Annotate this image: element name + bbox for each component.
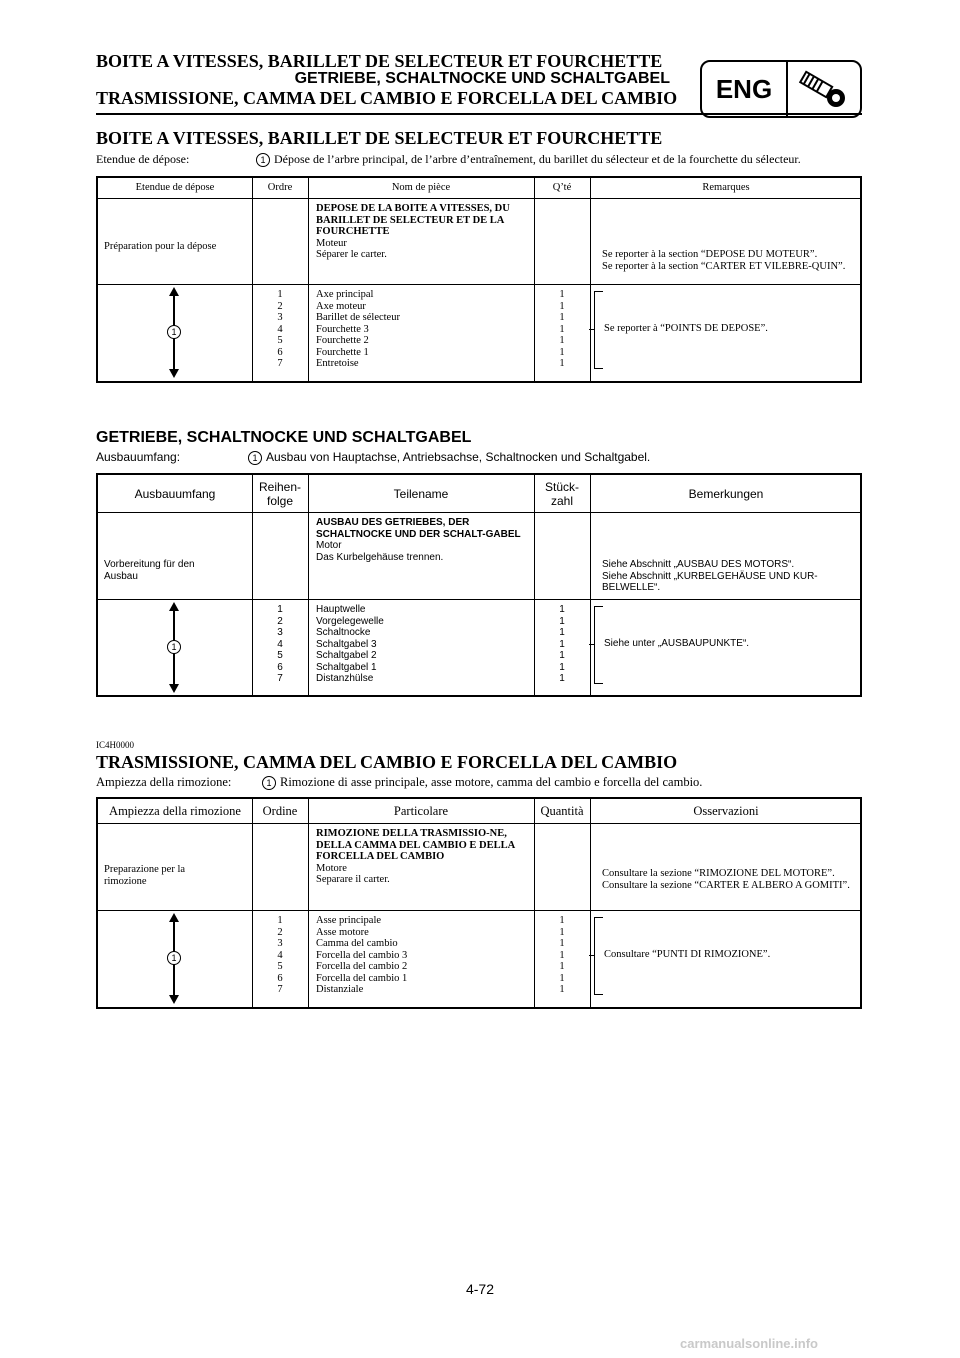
section-title-de: GETRIEBE, SCHALTNOCKE UND SCHALTGABEL [96,429,472,446]
watermark: carmanualsonline.info [680,1336,818,1351]
range-arrow-down [169,684,179,693]
badge-label: ENG [702,62,788,116]
th-remarks: Remarques [702,182,750,194]
prep-remark: Siehe Abschnitt „KURBELGEHÄUSE UND KUR-BELWELLE“. [602,570,818,593]
part-list: Axe principal Axe moteur Barillet de sélecteur Fourchette 3 Fourchette 2 Fourchette 1 Entretoise [316,289,400,369]
range-arrow-down [169,995,179,1004]
table-row-prep [98,513,860,600]
range-marker: 1 [167,951,181,965]
prep-part: Motore [316,862,347,874]
marker-1: 1 [262,776,276,790]
th-scope: Ampiezza della rimozione [109,803,241,818]
th-scope: Etendue de dépose [135,182,215,194]
prep-label: Préparation pour la dépose [104,241,217,252]
qty-list: 1 1 1 1 1 1 1 [559,289,565,369]
table-row-parts [98,285,860,381]
prep-title: AUSBAU DES GETRIEBES, DER SCHALTNOCKE UND DER SCHALT-GABEL [316,517,521,540]
th-part: Teilename [393,486,449,501]
section-title-it: TRASMISSIONE, CAMMA DEL CAMBIO E FORCELLA DEL CAMBIO [96,752,678,772]
prep-title: RIMOZIONE DELLA TRASMISSIO-NE, DELLA CAMMA DEL CAMBIO E DELLA FORCELLA DEL CAMBIO [316,828,515,862]
group-remark: Consultare “PUNTI DI RIMOZIONE”. [604,949,771,960]
part-list: Asse principale Asse motore Camma del cambio Forcella del cambio 3 Forcella del cambio 2 Forcella del cambio 1 Distanziale [316,915,408,995]
scope-label: Ampiezza della rimozione: [96,775,232,789]
group-brace [594,917,603,995]
removal-table-fr [96,176,862,383]
prep-part: Das Kurbelgehäuse trennen. [316,551,444,563]
prep-remark: Se reporter à la section “CARTER ET VILEBRE-QUIN”. [602,260,846,272]
group-remark: Se reporter à “POINTS DE DEPOSE”. [604,323,768,334]
th-qty: Quantità [540,803,584,818]
prep-remark: Consultare la sezione “CARTER E ALBERO A GOMITI”. [602,879,850,891]
removal-table-de [96,473,862,697]
page-number: 4-72 [465,1281,495,1297]
order-list: 1 2 3 4 5 6 7 [277,915,283,995]
scope-text: Ausbau von Hauptachse, Antriebsachse, Schaltnocken und Schaltgabel. [266,450,651,464]
header-title-it: TRASMISSIONE, CAMMA DEL CAMBIO E FORCELLA DEL CAMBIO [96,88,678,108]
range-marker: 1 [167,325,181,339]
table-row-prep [98,199,860,285]
scope-text: Dépose de l’arbre principal, de l’arbre d’entraînement, du barillet du sélecteur et de la fourchette du sélecteur. [274,152,801,166]
prep-remark: Siehe Abschnitt „AUSBAU DES MOTORS“. [602,559,795,570]
th-remarks: Bemerkungen [688,486,764,501]
part-list: Hauptwelle Vorgelegewelle Schaltnocke Schaltgabel 3 Schaltgabel 2 Schaltgabel 1 Distanzhülse [316,604,384,684]
th-order: Ordine [262,803,298,818]
prep-remark: Consultare la sezione “RIMOZIONE DEL MOTORE”. [602,868,835,879]
group-brace [594,291,603,369]
qty-list: 1 1 1 1 1 1 1 [559,915,565,995]
marker-1: 1 [248,451,262,465]
th-remarks: Osservazioni [693,803,759,818]
engine-bolt-icon [788,62,860,116]
prep-label: Vorbereitung für den Ausbau [104,559,195,582]
section-badge [700,60,862,118]
prep-part: Séparer le carter. [316,249,387,260]
qty-list: 1 1 1 1 1 1 1 [559,604,565,684]
range-marker: 1 [167,640,181,654]
group-brace [594,606,603,684]
prep-part: Separare il carter. [316,874,390,885]
prep-part: Moteur [316,237,347,249]
th-order: Ordre [267,182,293,194]
table-header-row [98,178,860,199]
th-order: Reihen-folge [258,479,302,508]
order-list: 1 2 3 4 5 6 7 [277,289,283,369]
header-title-fr: BOITE A VITESSES, BARILLET DE SELECTEUR ET FOURCHETTE [96,51,663,71]
th-part: Particolare [393,803,449,818]
page-header [96,51,678,108]
th-scope: Ausbauumfang [134,486,216,501]
table-row-parts [98,600,860,695]
table-row-parts [98,911,860,1007]
th-qty: Stück-zahl [544,479,579,508]
scope-label: Ausbauumfang: [96,450,181,464]
section-title-fr: BOITE A VITESSES, BARILLET DE SELECTEUR ET FOURCHETTE [96,128,663,148]
scope-label: Etendue de dépose: [96,152,190,166]
document-code: IC4H0000 [96,740,134,750]
scope-text: Rimozione di asse principale, asse motore, camma del cambio e forcella del cambio. [280,775,703,789]
table-header-row [98,799,860,824]
marker-1: 1 [256,153,270,167]
scope-it [96,775,703,790]
th-part: Nom de pièce [391,182,451,194]
th-qty: Q’té [552,182,572,194]
order-list: 1 2 3 4 5 6 7 [277,604,283,684]
scope-fr [96,152,801,167]
removal-table-it [96,797,862,1009]
table-row-prep [98,824,860,911]
table-header-row [98,475,860,513]
header-title-de: GETRIEBE, SCHALTNOCKE UND SCHALTGABEL [294,70,670,87]
scope-de [96,450,651,464]
group-remark: Siehe unter „AUSBAUPUNKTE“. [604,638,750,649]
prep-title: DEPOSE DE LA BOITE A VITESSES, DU BARILLET DE SELECTEUR ET DE LA FOURCHETTE [316,203,510,237]
prep-remark: Se reporter à la section “DEPOSE DU MOTEUR”. [602,249,818,260]
prep-label: Preparazione per la rimozione [104,864,186,887]
prep-part: Motor [316,540,342,551]
range-arrow-down [169,369,179,378]
